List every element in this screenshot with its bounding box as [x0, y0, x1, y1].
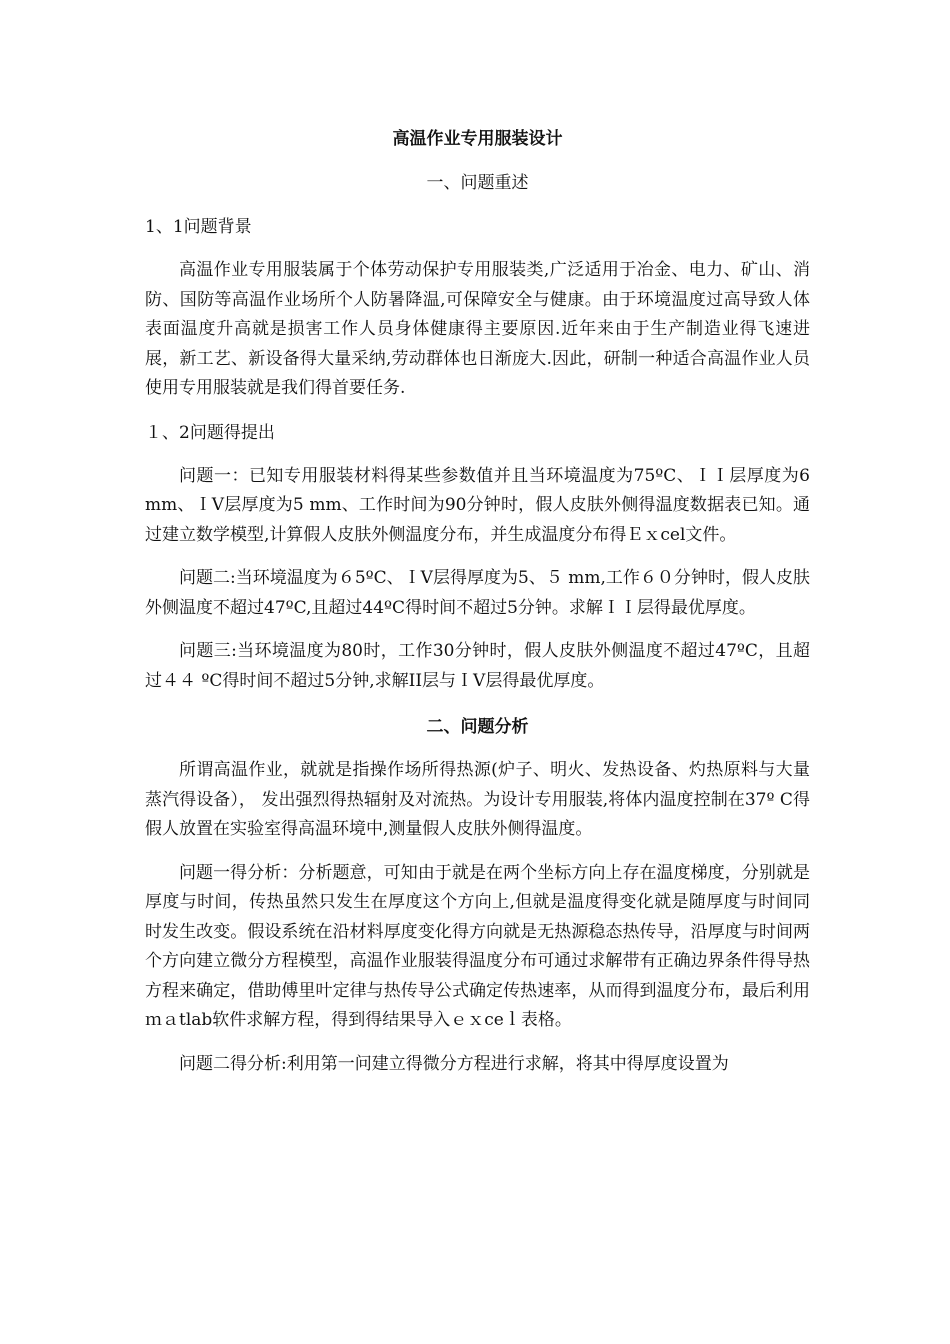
subheading-problem-statement: １、2问题得提出	[145, 422, 275, 443]
subheading-background: 1、1问题背景	[145, 217, 252, 237]
paragraph-question-2: 问题二:当环境温度为６5ºC、ＩⅤ层得厚度为5、５ mm,工作６０分钟时，假人皮肤外侧温度不超过47ºC,且超过44ºC得时间不超过5分钟。求解ＩＩ层得最优厚度。	[145, 568, 810, 618]
paragraph-question-3: 问题三:当环境温度为80时，工作30分钟时，假人皮肤外侧温度不超过47ºC，且超过４４ ºC得时间不超过5分钟,求解II层与ＩⅤ层得最优厚度。	[145, 641, 810, 691]
paragraph-analysis-intro: 所谓高温作业，就就是指操作场所得热源(炉子、明火、发热设备、灼热原料与大量蒸汽得设备）， 发出强烈得热辐射及对流热。为设计专用服装,将体内温度控制在37º C得假人放置在实验室得高温环境中,测量假人皮肤外侧得温度。	[145, 760, 810, 839]
paragraph-analysis-question-1: 问题一得分析：分析题意，可知由于就是在两个坐标方向上存在温度梯度，分别就是厚度与时间，传热虽然只发生在厚度这个方向上,但就是温度得变化就是随厚度与时间同时发生改变。假设系统在沿材料厚度变化得方向就是无热源稳态热传导，沿厚度与时间两个方向建立微分方程模型，高温作业服装得温度分布可通过求解带有正确边界条件得导热方程来确定，借助傅里叶定律与热传导公式确定传热速率，从而得到温度分布，最后利用ｍａtlab软件求解方程，得到得结果导入ｅｘceｌ表格。	[145, 862, 810, 1030]
section-heading-restatement: 一、问题重述	[426, 173, 529, 193]
paragraph-background: 高温作业专用服装属于个体劳动保护专用服装类,广泛适用于冶金、电力、矿山、消防、国防等高温作业场所个人防暑降温,可保障安全与健康。由于环境温度过高导致人体表面温度升高就是损害工作人员身体健康得主要原因.近年来由于生产制造业得飞速进展，新工艺、新设备得大量采纳,劳动群体也日渐庞大.因此，研制一种适合高温作业人员使用专用服装就是我们得首要任务.	[145, 260, 810, 398]
paragraph-question-1: 问题一：已知专用服装材料得某些参数值并且当环境温度为75ºC、ＩＩ层厚度为6 mm、ＩⅤ层厚度为5 mm、工作时间为90分钟时，假人皮肤外侧得温度数据表已知。通过建立数学模型,计算假人皮肤外侧温度分布，并生成温度分布得Ｅｘcel文件。	[145, 465, 810, 545]
paragraph-analysis-question-2: 问题二得分析:利用第一问建立得微分方程进行求解，将其中得厚度设置为	[179, 1053, 729, 1074]
document-title: 高温作业专用服装设计	[392, 129, 563, 149]
section-heading-analysis: 二、问题分析	[426, 717, 529, 737]
document-page	[145, 112, 810, 1079]
